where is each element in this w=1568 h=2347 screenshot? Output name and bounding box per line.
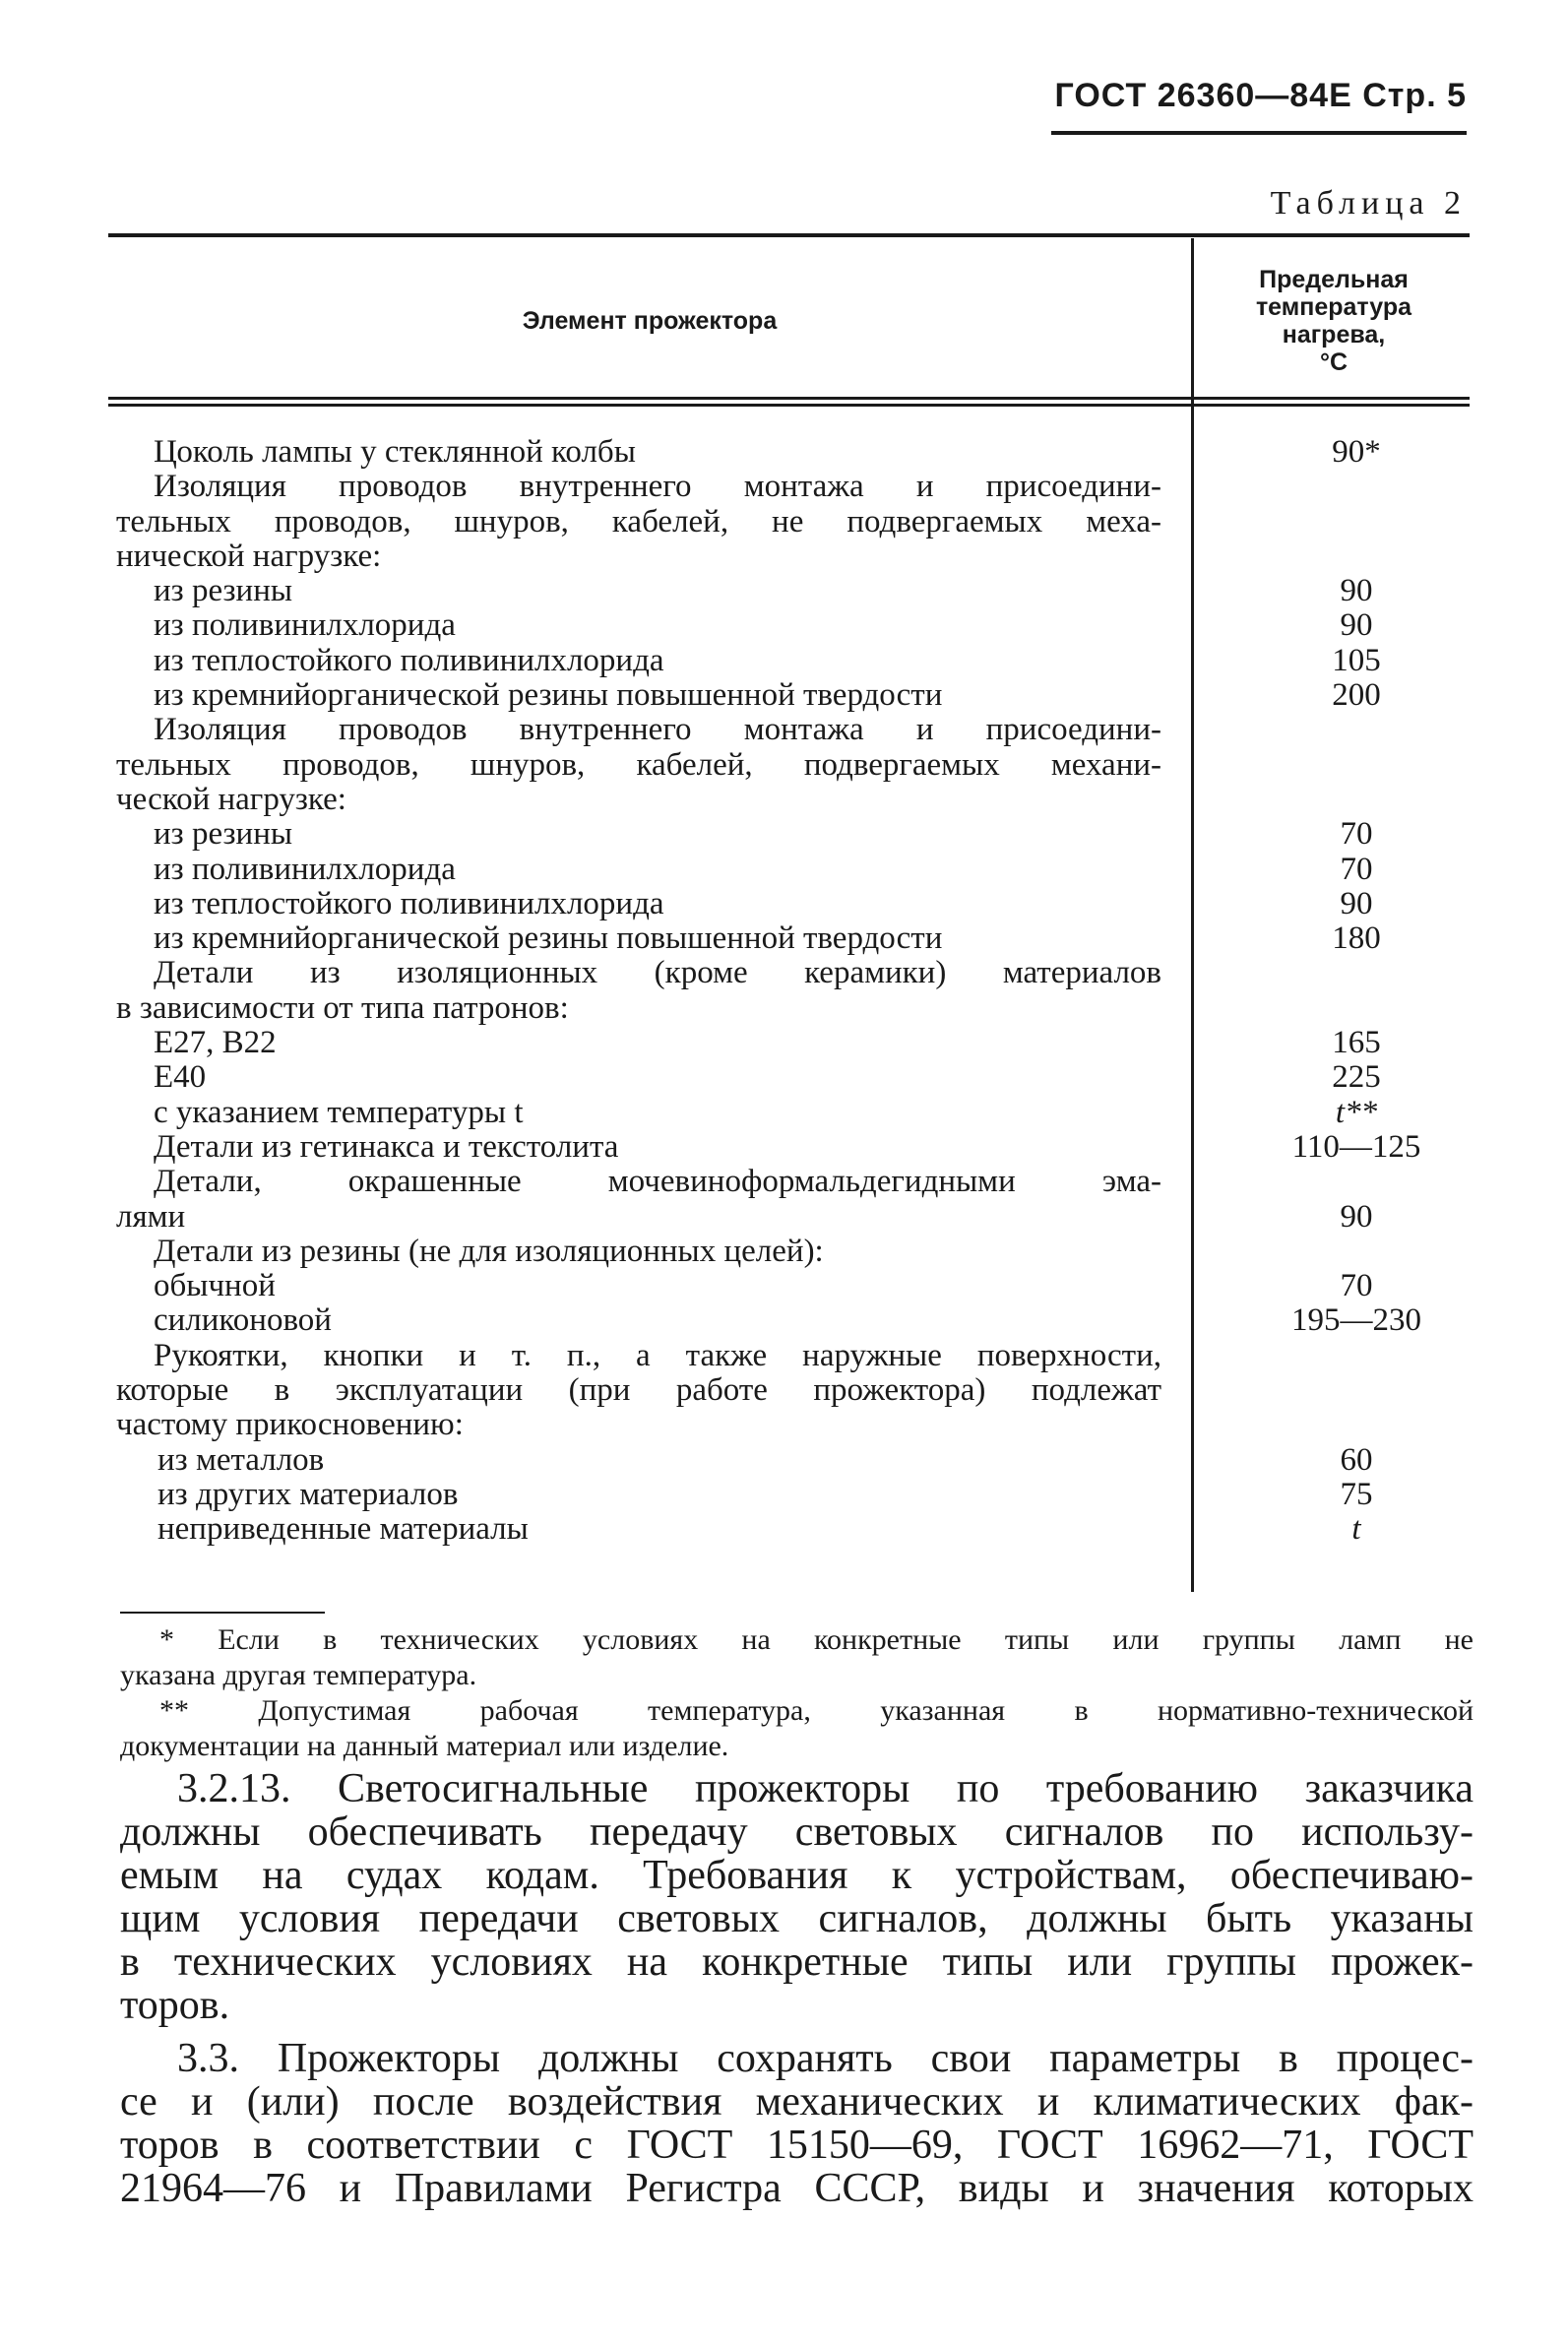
row-label: Детали из гетинакса и текстолита xyxy=(154,1129,619,1165)
footnote-rule xyxy=(120,1612,325,1614)
paragraph-line: торов в соответствии с ГОСТ 15150—69, ГОСТ 16962—71, ГОСТ xyxy=(120,2123,1474,2168)
row-value: 70 xyxy=(1340,851,1373,887)
footnote-1 xyxy=(120,1622,1474,1693)
table-row xyxy=(116,1026,1470,1060)
column-header-line: Предельная xyxy=(1259,266,1409,293)
row-value: 90 xyxy=(1340,1198,1373,1235)
row-value: 90* xyxy=(1332,434,1381,470)
column-header-line: температура xyxy=(1255,293,1412,321)
paragraph-line: 3.2.13. Светосигнальные прожекторы по требованию заказчика xyxy=(177,1766,1474,1811)
table-row xyxy=(116,956,1470,990)
row-label: лями xyxy=(116,1199,186,1235)
table-row xyxy=(116,1339,1470,1373)
row-label: с указанием температуры t xyxy=(154,1095,524,1130)
row-label: из резины xyxy=(154,817,293,853)
paragraph-3-2-13 xyxy=(120,1767,1474,2027)
row-label: частому прикосновению: xyxy=(116,1408,464,1443)
row-value: 70 xyxy=(1340,1268,1373,1304)
table-row xyxy=(116,991,1470,1026)
page-header: ГОСТ 26360—84Е Стр. 5 xyxy=(1054,77,1467,114)
table-row xyxy=(116,435,1470,470)
row-label: из других материалов xyxy=(157,1477,459,1512)
row-value: 105 xyxy=(1332,642,1381,678)
row-label: из кремнийорганической резины повышенной твердости xyxy=(154,921,943,957)
table-row xyxy=(116,608,1470,643)
table-top-rule xyxy=(108,233,1470,237)
row-label: Цоколь лампы у стеклянной колбы xyxy=(154,435,636,470)
column-header-temperature xyxy=(1196,266,1472,376)
row-label: из теплостойкого поливинилхлорида xyxy=(154,886,664,921)
row-value: t** xyxy=(1335,1094,1378,1130)
row-value: 225 xyxy=(1332,1059,1381,1096)
table-row xyxy=(116,1165,1470,1199)
row-label: нической нагрузке: xyxy=(116,539,382,574)
body-text xyxy=(120,1767,1474,2210)
table-row xyxy=(116,1096,1470,1130)
row-label: из металлов xyxy=(157,1442,325,1478)
table-row xyxy=(116,1478,1470,1512)
footnote-line: ** Допустимая рабочая температура, указанная в нормативно-технической xyxy=(159,1694,1474,1727)
table-row xyxy=(116,1130,1470,1165)
row-label: ческой нагрузке: xyxy=(116,782,346,817)
table-row xyxy=(116,1235,1470,1269)
table-row xyxy=(116,1512,1470,1547)
footnote-line: документации на данный материал или изделие. xyxy=(120,1730,729,1762)
table-row xyxy=(116,853,1470,887)
column-header-line: °С xyxy=(1319,349,1348,376)
row-label: Детали из резины (не для изоляционных целей): xyxy=(154,1234,824,1269)
row-value: 110—125 xyxy=(1291,1128,1421,1165)
row-value: 70 xyxy=(1340,816,1373,853)
row-label: которые в эксплуатации (при работе прожектора) подлежат xyxy=(116,1373,1161,1409)
row-label: Детали, окрашенные мочевиноформальдегидными эма- xyxy=(154,1165,1161,1200)
row-label: Изоляция проводов внутреннего монтажа и присоедини- xyxy=(154,713,1161,748)
table-caption: Таблица 2 xyxy=(1270,185,1467,222)
table-row xyxy=(116,1200,1470,1235)
table-row xyxy=(116,1408,1470,1442)
header-bottom-rule-1 xyxy=(108,397,1470,400)
footnotes xyxy=(120,1622,1474,1764)
row-value: 60 xyxy=(1340,1441,1373,1478)
table-row xyxy=(116,1269,1470,1303)
row-label: неприведенные материалы xyxy=(157,1512,529,1548)
row-value: 90 xyxy=(1340,885,1373,921)
table-row xyxy=(116,921,1470,956)
row-value: 90 xyxy=(1340,573,1373,609)
table-row xyxy=(116,817,1470,852)
row-label: из кремнийорганической резины повышенной твердости xyxy=(154,678,943,714)
table-row xyxy=(116,505,1470,539)
row-label: из резины xyxy=(154,574,293,609)
row-label: из теплостойкого поливинилхлорида xyxy=(154,643,664,678)
paragraph-line: емым на судах кодам. Требования к устройствам, обеспечиваю- xyxy=(120,1853,1474,1898)
table-row xyxy=(116,574,1470,608)
row-label: тельных проводов, шнуров, кабелей, подвергаемых механи- xyxy=(116,747,1161,783)
footnote-line: указана другая температура. xyxy=(120,1659,477,1691)
row-value: 90 xyxy=(1340,607,1373,644)
row-value: 75 xyxy=(1340,1476,1373,1512)
row-label: из поливинилхлорида xyxy=(154,852,456,887)
row-label: Детали из изоляционных (кроме керамики) материалов xyxy=(154,956,1161,991)
paragraph-line: в технических условиях на конкретные типы или группы прожек- xyxy=(120,1939,1474,1985)
row-label: из поливинилхлорида xyxy=(154,608,456,644)
table-row xyxy=(116,678,1470,713)
table-row xyxy=(116,713,1470,747)
row-label: силиконовой xyxy=(154,1303,332,1339)
footnote-line: * Если в технических условиях на конкретные типы или группы ламп не xyxy=(159,1623,1474,1656)
table-row xyxy=(116,748,1470,783)
table-row xyxy=(116,1060,1470,1095)
paragraph-3-3 xyxy=(120,2037,1474,2210)
paragraph-line: торов. xyxy=(120,1983,230,2028)
table-row xyxy=(116,1373,1470,1408)
paragraph-line: щим условия передачи световых сигналов, должны быть указаны xyxy=(120,1896,1474,1941)
row-value: 180 xyxy=(1332,920,1381,957)
table-row xyxy=(116,887,1470,921)
table-row xyxy=(116,1303,1470,1338)
table-row xyxy=(116,644,1470,678)
row-label: Е27, В22 xyxy=(154,1026,277,1061)
row-value: 200 xyxy=(1332,677,1381,714)
column-header-line: нагрева, xyxy=(1282,321,1386,349)
row-label: Изоляция проводов внутреннего монтажа и присоедини- xyxy=(154,470,1161,505)
row-label: обычной xyxy=(154,1269,276,1304)
row-label: Е40 xyxy=(154,1060,207,1096)
table-row xyxy=(116,1443,1470,1478)
table-body xyxy=(116,435,1470,1548)
row-value: 165 xyxy=(1332,1025,1381,1061)
footnote-2 xyxy=(120,1693,1474,1764)
table-row xyxy=(116,470,1470,504)
row-label: тельных проводов, шнуров, кабелей, не подвергаемых меха- xyxy=(116,504,1161,539)
table-row xyxy=(116,539,1470,574)
header-bottom-rule-2 xyxy=(108,404,1470,407)
paragraph-line: должны обеспечивать передачу световых сигналов по использу- xyxy=(120,1809,1474,1855)
header-rule xyxy=(1051,131,1467,135)
table-row xyxy=(116,783,1470,817)
paragraph-line: 3.3. Прожекторы должны сохранять свои параметры в процес- xyxy=(177,2036,1474,2081)
row-value: 195—230 xyxy=(1291,1302,1421,1339)
column-header-element: Элемент прожектора xyxy=(522,307,778,335)
paragraph-line: се и (или) после воздействия механических и климатических фак- xyxy=(120,2079,1474,2125)
row-value: t xyxy=(1351,1511,1361,1548)
row-label: в зависимости от типа патронов: xyxy=(116,990,569,1026)
row-label: Рукоятки, кнопки и т. п., а также наружные поверхности, xyxy=(154,1338,1161,1373)
paragraph-line: 21964—76 и Правилами Регистра СССР, виды и значения которых xyxy=(120,2166,1474,2211)
